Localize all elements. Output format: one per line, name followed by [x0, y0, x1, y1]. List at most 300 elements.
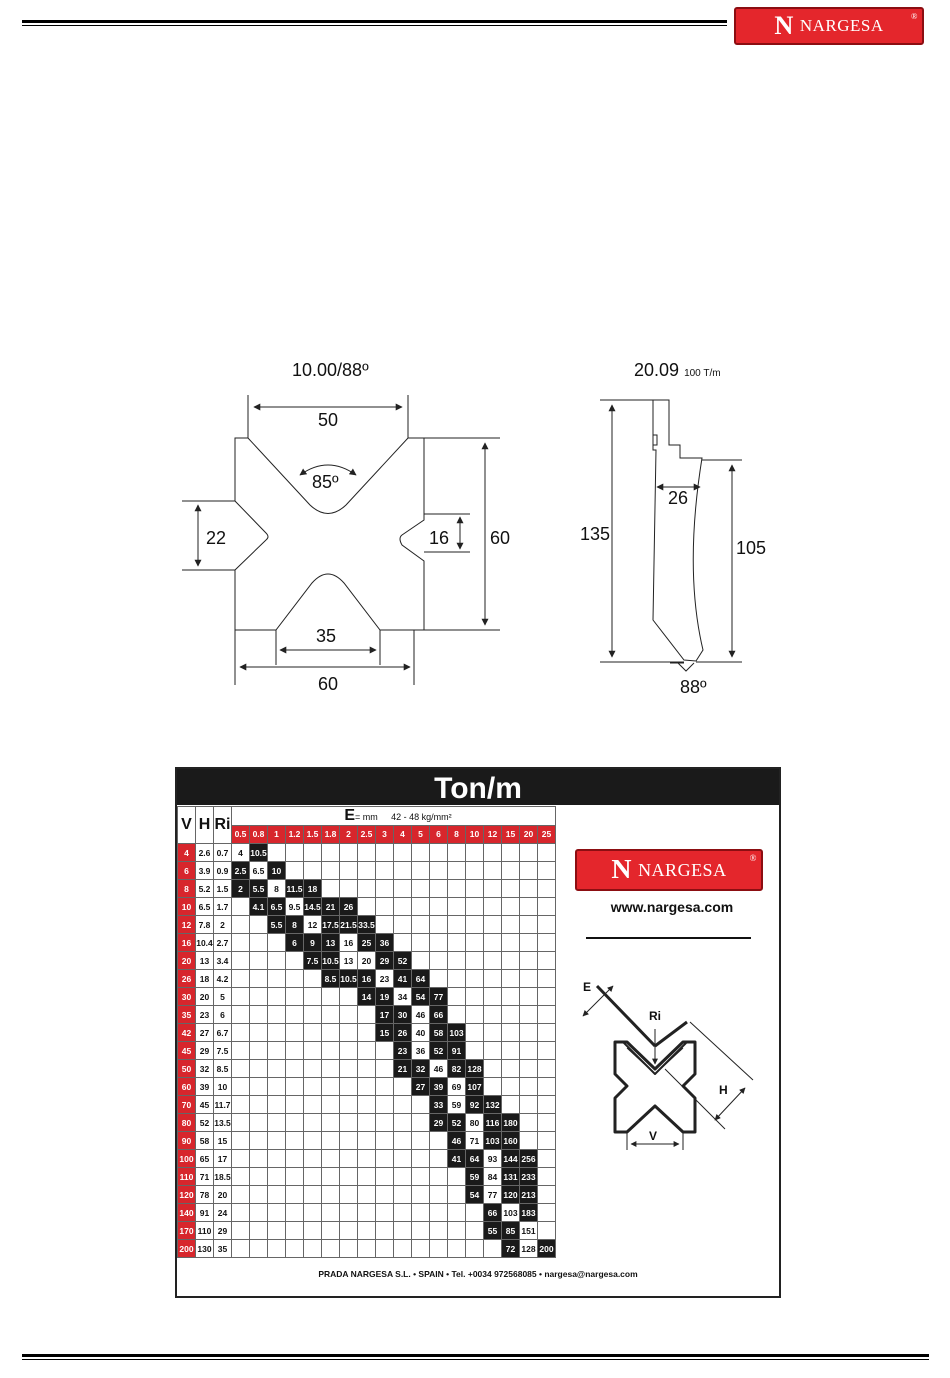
website-link[interactable]: www.nargesa.com	[610, 899, 734, 915]
legend-h: H	[719, 1083, 728, 1097]
thickness-row	[178, 825, 556, 844]
h-value: 23	[196, 1006, 214, 1024]
tonnage-value: 4.1	[250, 898, 268, 916]
empty-cell	[466, 916, 484, 934]
empty-cell	[376, 1150, 394, 1168]
v-value: 50	[178, 1060, 196, 1078]
h-value: 110	[196, 1222, 214, 1240]
h-value: 29	[196, 1042, 214, 1060]
punch-title	[634, 360, 721, 381]
h-value: 32	[196, 1060, 214, 1078]
tonnage-value: 144	[502, 1150, 520, 1168]
empty-cell	[304, 1060, 322, 1078]
empty-cell	[394, 1114, 412, 1132]
empty-cell	[520, 1078, 538, 1096]
empty-cell	[430, 1168, 448, 1186]
tonnage-value: 29	[376, 952, 394, 970]
empty-cell	[430, 952, 448, 970]
empty-cell	[484, 1078, 502, 1096]
empty-cell	[286, 1240, 304, 1258]
empty-cell	[430, 1150, 448, 1168]
empty-cell	[304, 1006, 322, 1024]
empty-cell	[394, 844, 412, 862]
die-title: 10.00/88º	[292, 360, 369, 380]
empty-cell	[250, 1114, 268, 1132]
empty-cell	[430, 880, 448, 898]
empty-cell	[520, 934, 538, 952]
tonnage-value: 58	[430, 1024, 448, 1042]
tonnage-value: 32	[412, 1060, 430, 1078]
empty-cell	[376, 916, 394, 934]
tonnage-value: 9.5	[286, 898, 304, 916]
tonnage-value: 91	[448, 1042, 466, 1060]
empty-cell	[538, 1078, 556, 1096]
empty-cell	[484, 970, 502, 988]
empty-cell	[304, 1096, 322, 1114]
empty-cell	[268, 1240, 286, 1258]
empty-cell	[502, 952, 520, 970]
empty-cell	[376, 1060, 394, 1078]
empty-cell	[538, 1006, 556, 1024]
empty-cell	[250, 1204, 268, 1222]
empty-cell	[448, 1006, 466, 1024]
empty-cell	[376, 1204, 394, 1222]
tonnage-value: 23	[394, 1042, 412, 1060]
tonnage-value: 40	[412, 1024, 430, 1042]
empty-cell	[448, 880, 466, 898]
table-row	[178, 1078, 556, 1096]
empty-cell	[484, 862, 502, 880]
empty-cell	[412, 1132, 430, 1150]
tonnage-value: 8.5	[322, 970, 340, 988]
empty-cell	[286, 1042, 304, 1060]
ri-value: 0.9	[214, 862, 232, 880]
thickness-value: 4	[394, 825, 412, 844]
empty-cell	[520, 1114, 538, 1132]
empty-cell	[286, 952, 304, 970]
empty-cell	[322, 1042, 340, 1060]
empty-cell	[484, 1240, 502, 1258]
empty-cell	[304, 1186, 322, 1204]
empty-cell	[232, 916, 250, 934]
empty-cell	[394, 916, 412, 934]
empty-cell	[520, 880, 538, 898]
empty-cell	[250, 1042, 268, 1060]
empty-cell	[250, 1006, 268, 1024]
tonnage-value: 33	[430, 1096, 448, 1114]
tonnage-value: 92	[466, 1096, 484, 1114]
thickness-unit: = mm	[355, 812, 378, 822]
empty-cell	[232, 1150, 250, 1168]
empty-cell	[268, 1042, 286, 1060]
tonnage-value: 6.5	[268, 898, 286, 916]
empty-cell	[358, 1132, 376, 1150]
tonnage-value: 132	[484, 1096, 502, 1114]
empty-cell	[322, 1078, 340, 1096]
empty-cell	[394, 1132, 412, 1150]
empty-cell	[376, 1132, 394, 1150]
tonnage-value: 19	[376, 988, 394, 1006]
tonnage-value: 33.5	[358, 916, 376, 934]
tonnage-value: 131	[502, 1168, 520, 1186]
empty-cell	[430, 970, 448, 988]
empty-cell	[412, 1240, 430, 1258]
table-row	[178, 934, 556, 952]
empty-cell	[502, 862, 520, 880]
h-value: 130	[196, 1240, 214, 1258]
tonnage-value: 26	[394, 1024, 412, 1042]
empty-cell	[538, 898, 556, 916]
empty-cell	[268, 1060, 286, 1078]
empty-cell	[412, 916, 430, 934]
v-value: 70	[178, 1096, 196, 1114]
empty-cell	[268, 1186, 286, 1204]
empty-cell	[466, 952, 484, 970]
ri-value: 6.7	[214, 1024, 232, 1042]
empty-cell	[322, 1186, 340, 1204]
tonnage-value: 29	[430, 1114, 448, 1132]
empty-cell	[286, 1060, 304, 1078]
tonnage-value: 27	[412, 1078, 430, 1096]
empty-cell	[358, 898, 376, 916]
tonnage-value: 12	[304, 916, 322, 934]
ri-value: 6	[214, 1006, 232, 1024]
empty-cell	[304, 1114, 322, 1132]
empty-cell	[448, 1168, 466, 1186]
tonnage-value: 80	[466, 1114, 484, 1132]
tonnage-value: 160	[502, 1132, 520, 1150]
tonnage-value: 180	[502, 1114, 520, 1132]
h-value: 91	[196, 1204, 214, 1222]
footer-rule-thin	[22, 1359, 929, 1360]
empty-cell	[232, 1168, 250, 1186]
tonnage-value: 21	[394, 1060, 412, 1078]
empty-cell	[484, 1024, 502, 1042]
empty-cell	[232, 1132, 250, 1150]
empty-cell	[394, 880, 412, 898]
empty-cell	[232, 988, 250, 1006]
die-dim-bottom-width: 60	[318, 674, 339, 694]
thickness-value: 6	[430, 825, 448, 844]
empty-cell	[484, 844, 502, 862]
tonnage-value: 59	[448, 1096, 466, 1114]
empty-cell	[304, 1222, 322, 1240]
empty-cell	[376, 1096, 394, 1114]
ri-value: 0.7	[214, 844, 232, 862]
header-rule-thin	[22, 25, 727, 26]
col-header-v: V	[178, 807, 196, 844]
empty-cell	[232, 952, 250, 970]
die-dim-bottom-opening: 35	[316, 626, 337, 646]
tonnage-value: 55	[484, 1222, 502, 1240]
tonnage-value: 23	[376, 970, 394, 988]
empty-cell	[340, 1114, 358, 1132]
legend-e: E	[583, 980, 592, 994]
tonnage-value: 64	[466, 1150, 484, 1168]
empty-cell	[538, 1024, 556, 1042]
h-value: 39	[196, 1078, 214, 1096]
empty-cell	[520, 1042, 538, 1060]
tonnage-value: 103	[502, 1204, 520, 1222]
thickness-value: 2	[340, 825, 358, 844]
thickness-value: 3	[376, 825, 394, 844]
empty-cell	[502, 934, 520, 952]
ri-value: 2	[214, 916, 232, 934]
tonnage-value: 77	[430, 988, 448, 1006]
ri-value: 8.5	[214, 1060, 232, 1078]
ri-value: 2.7	[214, 934, 232, 952]
empty-cell	[286, 1132, 304, 1150]
empty-cell	[412, 1168, 430, 1186]
empty-cell	[304, 844, 322, 862]
tonnage-value: 36	[376, 934, 394, 952]
empty-cell	[448, 844, 466, 862]
empty-cell	[502, 844, 520, 862]
tonnage-value: 10.5	[340, 970, 358, 988]
die-dim-angle: 85º	[312, 472, 339, 492]
tonnage-value: 5.5	[250, 880, 268, 898]
table-row	[178, 862, 556, 880]
punch-dim-width: 26	[668, 488, 689, 508]
empty-cell	[304, 970, 322, 988]
v-value: 6	[178, 862, 196, 880]
tonnage-value: 82	[448, 1060, 466, 1078]
tonnage-value: 72	[502, 1240, 520, 1258]
empty-cell	[484, 934, 502, 952]
tonnage-value: 18	[304, 880, 322, 898]
tonnage-value: 64	[412, 970, 430, 988]
ri-value: 13.5	[214, 1114, 232, 1132]
tonnage-value: 71	[466, 1132, 484, 1150]
tonnage-value: 46	[448, 1132, 466, 1150]
empty-cell	[250, 1060, 268, 1078]
ri-value: 1.7	[214, 898, 232, 916]
empty-cell	[232, 970, 250, 988]
empty-cell	[412, 844, 430, 862]
table-row	[178, 916, 556, 934]
empty-cell	[448, 952, 466, 970]
v-value: 8	[178, 880, 196, 898]
empty-cell	[394, 898, 412, 916]
v-value: 10	[178, 898, 196, 916]
tonnage-value: 116	[484, 1114, 502, 1132]
tonnage-value: 17	[376, 1006, 394, 1024]
tonnage-value: 41	[394, 970, 412, 988]
empty-cell	[304, 1042, 322, 1060]
empty-cell	[250, 1150, 268, 1168]
thickness-value: 1.2	[286, 825, 304, 844]
empty-cell	[376, 844, 394, 862]
empty-cell	[376, 1078, 394, 1096]
empty-cell	[466, 1240, 484, 1258]
tonnage-value: 20	[358, 952, 376, 970]
empty-cell	[358, 1168, 376, 1186]
tonnage-value: 103	[448, 1024, 466, 1042]
empty-cell	[538, 1114, 556, 1132]
empty-cell	[412, 898, 430, 916]
thickness-value: 20	[520, 825, 538, 844]
tonnage-value: 200	[538, 1240, 556, 1258]
tonnage-value: 213	[520, 1186, 538, 1204]
empty-cell	[268, 1114, 286, 1132]
empty-cell	[502, 1078, 520, 1096]
empty-cell	[340, 1024, 358, 1042]
tonnage-value: 4	[232, 844, 250, 862]
empty-cell	[286, 988, 304, 1006]
tonnage-value: 16	[340, 934, 358, 952]
empty-cell	[502, 1060, 520, 1078]
tonnage-value: 15	[376, 1024, 394, 1042]
empty-cell	[394, 1186, 412, 1204]
h-value: 13	[196, 952, 214, 970]
empty-cell	[484, 916, 502, 934]
tonnage-value: 256	[520, 1150, 538, 1168]
empty-cell	[502, 1042, 520, 1060]
ri-value: 35	[214, 1240, 232, 1258]
tonnage-value: 128	[466, 1060, 484, 1078]
empty-cell	[430, 1240, 448, 1258]
thickness-value: 1.5	[304, 825, 322, 844]
empty-cell	[430, 898, 448, 916]
empty-cell	[394, 1168, 412, 1186]
empty-cell	[412, 1114, 430, 1132]
v-value: 35	[178, 1006, 196, 1024]
empty-cell	[322, 1024, 340, 1042]
empty-cell	[250, 1132, 268, 1150]
empty-cell	[412, 934, 430, 952]
empty-cell	[430, 1222, 448, 1240]
tonnage-value: 183	[520, 1204, 538, 1222]
ri-value: 7.5	[214, 1042, 232, 1060]
empty-cell	[520, 1060, 538, 1078]
tonnage-value: 34	[394, 988, 412, 1006]
empty-cell	[430, 1132, 448, 1150]
empty-cell	[448, 898, 466, 916]
empty-cell	[268, 1168, 286, 1186]
v-value: 45	[178, 1042, 196, 1060]
h-value: 2.6	[196, 844, 214, 862]
tonnage-value: 8	[286, 916, 304, 934]
table-row	[178, 1114, 556, 1132]
empty-cell	[322, 1006, 340, 1024]
ri-value: 17	[214, 1150, 232, 1168]
die-dim-right-opening: 16	[429, 528, 450, 548]
tonnage-value: 52	[448, 1114, 466, 1132]
h-value: 20	[196, 988, 214, 1006]
tonnage-value: 66	[484, 1204, 502, 1222]
tonnage-value: 52	[430, 1042, 448, 1060]
die-dim-left-opening: 22	[206, 528, 227, 548]
tonnage-value: 41	[448, 1150, 466, 1168]
empty-cell	[286, 862, 304, 880]
empty-cell	[538, 862, 556, 880]
empty-cell	[340, 1096, 358, 1114]
empty-cell	[430, 916, 448, 934]
empty-cell	[268, 988, 286, 1006]
table-row	[178, 1240, 556, 1258]
v-value: 120	[178, 1186, 196, 1204]
tonnage-value: 151	[520, 1222, 538, 1240]
empty-cell	[412, 1204, 430, 1222]
empty-cell	[520, 1024, 538, 1042]
empty-cell	[340, 1132, 358, 1150]
empty-cell	[538, 970, 556, 988]
empty-cell	[394, 1078, 412, 1096]
ri-value: 18.5	[214, 1168, 232, 1186]
empty-cell	[448, 934, 466, 952]
empty-cell	[376, 880, 394, 898]
h-value: 65	[196, 1150, 214, 1168]
empty-cell	[358, 1096, 376, 1114]
empty-cell	[250, 1096, 268, 1114]
empty-cell	[322, 862, 340, 880]
empty-cell	[538, 988, 556, 1006]
empty-cell	[394, 1096, 412, 1114]
empty-cell	[268, 1078, 286, 1096]
empty-cell	[502, 880, 520, 898]
ri-value: 1.5	[214, 880, 232, 898]
table-row	[178, 952, 556, 970]
tonnage-value: 54	[412, 988, 430, 1006]
table-row	[178, 1222, 556, 1240]
website-underline	[586, 937, 751, 939]
die-dim-top-width: 50	[318, 410, 339, 430]
empty-cell	[502, 970, 520, 988]
empty-cell	[376, 862, 394, 880]
tonnage-value: 7.5	[304, 952, 322, 970]
v-value: 170	[178, 1222, 196, 1240]
v-value: 140	[178, 1204, 196, 1222]
tonnage-value: 21	[322, 898, 340, 916]
empty-cell	[340, 1204, 358, 1222]
empty-cell	[520, 862, 538, 880]
v-value: 110	[178, 1168, 196, 1186]
empty-cell	[250, 916, 268, 934]
empty-cell	[502, 1006, 520, 1024]
empty-cell	[358, 1078, 376, 1096]
ri-value: 5	[214, 988, 232, 1006]
empty-cell	[376, 898, 394, 916]
thickness-label: E	[344, 807, 356, 824]
tonnage-value: 10.5	[250, 844, 268, 862]
empty-cell	[484, 952, 502, 970]
empty-cell	[448, 916, 466, 934]
tonnage-value: 107	[466, 1078, 484, 1096]
thickness-value: 2.5	[358, 825, 376, 844]
empty-cell	[538, 1060, 556, 1078]
empty-cell	[502, 916, 520, 934]
empty-cell	[232, 1096, 250, 1114]
table-row	[178, 898, 556, 916]
empty-cell	[340, 1060, 358, 1078]
empty-cell	[304, 1240, 322, 1258]
empty-cell	[232, 934, 250, 952]
empty-cell	[412, 862, 430, 880]
tonnage-value: 66	[430, 1006, 448, 1024]
empty-cell	[358, 1204, 376, 1222]
empty-cell	[286, 1078, 304, 1096]
empty-cell	[520, 916, 538, 934]
empty-cell	[268, 1150, 286, 1168]
tonnage-value: 69	[448, 1078, 466, 1096]
empty-cell	[358, 1186, 376, 1204]
empty-cell	[430, 1204, 448, 1222]
empty-cell	[340, 1222, 358, 1240]
empty-cell	[394, 1240, 412, 1258]
empty-cell	[376, 1240, 394, 1258]
empty-cell	[250, 1240, 268, 1258]
v-value: 4	[178, 844, 196, 862]
